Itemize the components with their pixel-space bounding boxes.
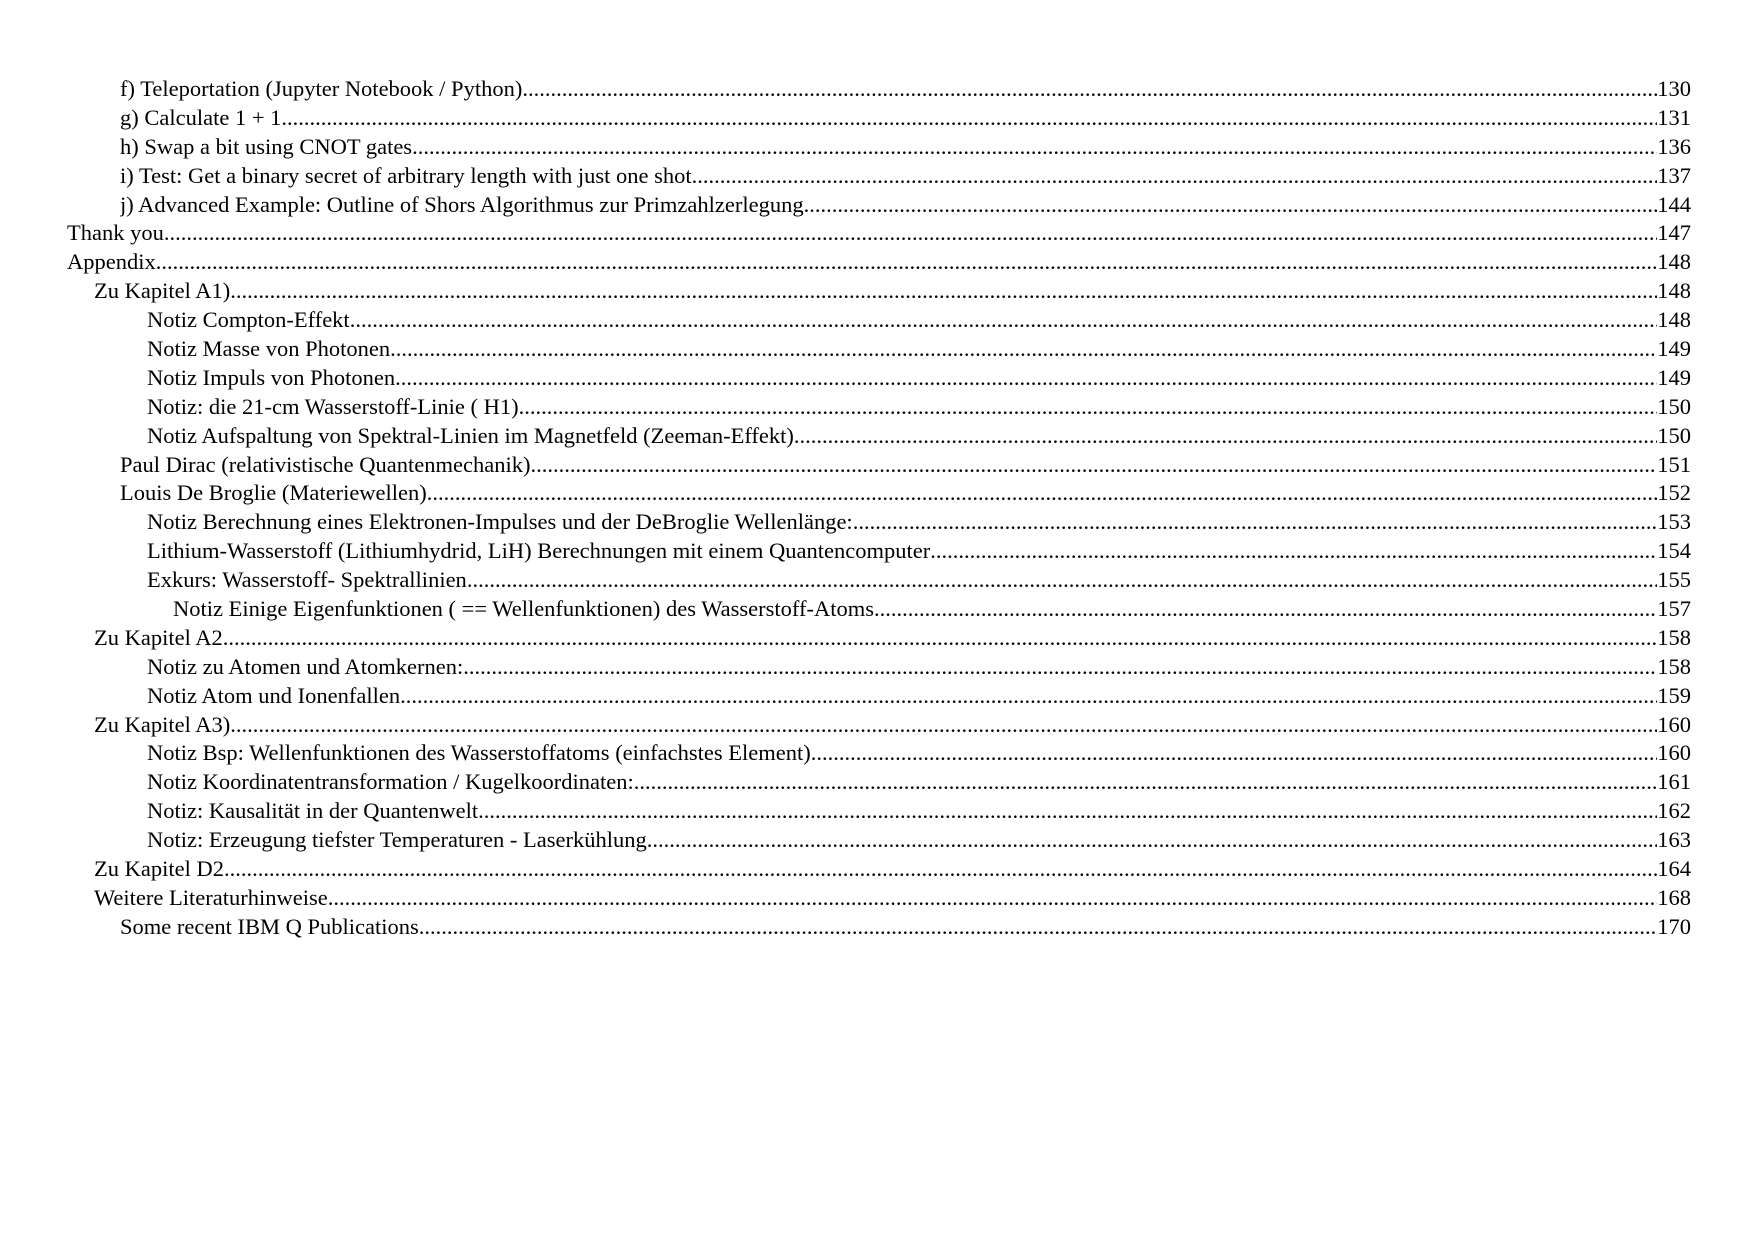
toc-row	[0, 306, 1754, 335]
toc-entry-title: Notiz: Erzeugung tiefster Temperaturen - Laserkühlung	[147, 827, 647, 853]
toc-page-number: 159	[1657, 682, 1691, 708]
toc-entry-title: Notiz zu Atomen und Atomkernen:	[147, 653, 464, 679]
toc-entry-title: Zu Kapitel A1)	[94, 278, 231, 304]
toc-dot-leader	[794, 422, 1657, 451]
toc-dot-leader	[328, 884, 1658, 913]
toc-entry-link[interactable]	[120, 104, 1691, 133]
toc-dot-leader	[223, 624, 1658, 653]
toc-row	[0, 219, 1754, 248]
toc-row	[0, 739, 1754, 768]
toc-row	[0, 133, 1754, 162]
toc-page-number: 148	[1657, 307, 1691, 333]
toc-entry-title: f) Teleportation (Jupyter Notebook / Python)	[120, 76, 523, 101]
toc-entry-link[interactable]	[147, 826, 1691, 855]
toc-dot-leader	[427, 479, 1657, 508]
toc-entry-title: Notiz Einige Eigenfunktionen ( == Wellenfunktionen) des Wasserstoff-Atoms	[173, 596, 874, 622]
toc-row	[0, 277, 1754, 306]
toc-page-number: 158	[1657, 653, 1691, 679]
toc-entry-link[interactable]	[147, 682, 1691, 711]
toc-dot-leader	[692, 162, 1658, 191]
toc-entry-link[interactable]	[147, 653, 1691, 682]
toc-page-number: 144	[1657, 191, 1691, 217]
toc-page-number: 164	[1657, 856, 1691, 882]
toc-dot-leader	[647, 826, 1658, 855]
toc-dot-leader	[350, 306, 1658, 335]
toc-page-number: 131	[1657, 104, 1691, 130]
toc-page-number: 148	[1657, 249, 1691, 275]
toc-entry-link[interactable]	[147, 537, 1691, 566]
toc-page-number: 170	[1657, 913, 1691, 939]
table-of-contents	[0, 75, 1754, 942]
toc-dot-leader	[395, 364, 1657, 393]
toc-page-number: 155	[1657, 567, 1691, 593]
toc-entry-title: Some recent IBM Q Publications	[120, 913, 419, 939]
toc-page-number: 160	[1657, 740, 1691, 766]
toc-page-number: 149	[1657, 336, 1691, 362]
toc-entry-link[interactable]	[147, 508, 1691, 537]
toc-entry-link[interactable]	[120, 133, 1691, 162]
toc-page-number: 153	[1657, 509, 1691, 535]
toc-page-number: 152	[1657, 480, 1691, 506]
toc-entry-title: Lithium-Wasserstoff (Lithiumhydrid, LiH) Berechnungen mit einem Quantencomputer	[147, 538, 931, 564]
toc-entry-link[interactable]	[147, 335, 1691, 364]
toc-entry-title: Notiz Compton-Effekt	[147, 307, 350, 333]
toc-dot-leader	[156, 248, 1658, 277]
toc-entry-link[interactable]	[147, 768, 1691, 797]
toc-row	[0, 162, 1754, 191]
toc-entry-link[interactable]	[147, 566, 1691, 595]
toc-row	[0, 855, 1754, 884]
toc-entry-link[interactable]	[147, 422, 1691, 451]
toc-entry-title: Zu Kapitel A2	[94, 624, 223, 650]
toc-dot-leader	[400, 682, 1657, 711]
toc-entry-link[interactable]	[94, 884, 1691, 913]
toc-entry-title: i) Test: Get a binary secret of arbitrary length with just one shot	[120, 162, 692, 188]
toc-page-number: 163	[1657, 827, 1691, 853]
toc-dot-leader	[412, 133, 1657, 162]
toc-entry-link[interactable]	[147, 797, 1691, 826]
toc-entry-title: Thank you	[67, 220, 164, 246]
toc-page-number: 149	[1657, 364, 1691, 390]
toc-row	[0, 451, 1754, 480]
toc-page-number: 148	[1657, 278, 1691, 304]
toc-row	[0, 537, 1754, 566]
toc-row	[0, 422, 1754, 451]
toc-entry-title: Louis De Broglie (Materiewellen)	[120, 480, 427, 506]
toc-page-number: 160	[1657, 711, 1691, 737]
toc-dot-leader	[230, 277, 1657, 306]
toc-entry-link[interactable]	[173, 595, 1691, 624]
toc-row	[0, 595, 1754, 624]
toc-entry-title: h) Swap a bit using CNOT gates	[120, 133, 413, 159]
toc-dot-leader	[463, 653, 1657, 682]
toc-entry-title: Notiz Aufspaltung von Spektral-Linien im Magnetfeld (Zeeman-Effekt)	[147, 422, 794, 448]
toc-entry-link[interactable]	[120, 451, 1691, 480]
toc-entry-link[interactable]	[120, 913, 1691, 942]
toc-entry-link[interactable]	[120, 75, 1691, 104]
toc-dot-leader	[281, 104, 1657, 133]
toc-entry-title: Notiz: Kausalität in der Quantenwelt	[147, 798, 479, 824]
toc-row	[0, 335, 1754, 364]
toc-page-number: 157	[1657, 596, 1691, 622]
toc-entry-title: Exkurs: Wasserstoff- Spektrallinien	[147, 567, 467, 593]
toc-row	[0, 768, 1754, 797]
toc-dot-leader	[930, 537, 1657, 566]
toc-entry-link[interactable]	[94, 711, 1691, 740]
toc-entry-title: Zu Kapitel D2	[94, 856, 224, 882]
toc-entry-title: Weitere Literaturhinweise	[94, 884, 328, 910]
toc-entry-title: Notiz Atom und Ionenfallen	[147, 682, 401, 708]
toc-dot-leader	[164, 219, 1657, 248]
toc-dot-leader	[390, 335, 1657, 364]
toc-page-number: 154	[1657, 538, 1691, 564]
toc-page-number: 147	[1657, 220, 1691, 246]
toc-entry-link[interactable]	[120, 479, 1691, 508]
toc-entry-link[interactable]	[120, 162, 1691, 191]
toc-entry-title: Notiz Impuls von Photonen	[147, 364, 396, 390]
toc-row	[0, 191, 1754, 220]
toc-row	[0, 508, 1754, 537]
toc-row	[0, 711, 1754, 740]
toc-row	[0, 624, 1754, 653]
toc-dot-leader	[853, 508, 1658, 537]
toc-entry-title: j) Advanced Example: Outline of Shors Algorithmus zur Primzahlzerlegung	[120, 191, 804, 217]
toc-entry-title: g) Calculate 1 + 1	[120, 104, 282, 130]
toc-entry-link[interactable]	[94, 277, 1691, 306]
toc-page-number: 161	[1657, 769, 1691, 795]
toc-dot-leader	[530, 451, 1657, 480]
toc-dot-leader	[478, 797, 1657, 826]
toc-entry-title: Notiz: die 21-cm Wasserstoff-Linie ( H1)	[147, 393, 519, 419]
toc-row	[0, 75, 1754, 104]
toc-entry-title: Appendix	[67, 249, 156, 275]
toc-dot-leader	[519, 393, 1658, 422]
toc-dot-leader	[874, 595, 1657, 624]
toc-page-number: 162	[1657, 798, 1691, 824]
toc-dot-leader	[634, 768, 1658, 797]
toc-dot-leader	[467, 566, 1657, 595]
toc-entry-link[interactable]	[147, 739, 1691, 768]
toc-entry-title: Notiz Masse von Photonen	[147, 336, 391, 362]
toc-page-number: 137	[1657, 162, 1691, 188]
toc-entry-link[interactable]	[67, 248, 1691, 277]
toc-entry-title: Notiz Berechnung eines Elektronen-Impulses und der DeBroglie Wellenlänge:	[147, 509, 853, 535]
toc-entry-title: Zu Kapitel A3)	[94, 711, 231, 737]
toc-entry-link[interactable]	[147, 364, 1691, 393]
toc-entry-link[interactable]	[147, 393, 1691, 422]
toc-entry-title: Notiz Bsp: Wellenfunktionen des Wasserstoffatoms (einfachstes Element)	[147, 740, 811, 766]
toc-row	[0, 913, 1754, 942]
toc-entry-title: Paul Dirac (relativistische Quantenmechanik)	[120, 451, 531, 477]
toc-page-number: 150	[1657, 422, 1691, 448]
toc-dot-leader	[522, 75, 1657, 104]
toc-page-number: 151	[1657, 451, 1691, 477]
toc-row	[0, 248, 1754, 277]
toc-page-number: 136	[1657, 133, 1691, 159]
toc-row	[0, 393, 1754, 422]
toc-entry-link[interactable]	[120, 191, 1691, 220]
toc-row	[0, 826, 1754, 855]
toc-dot-leader	[419, 913, 1658, 942]
toc-dot-leader	[224, 855, 1657, 884]
toc-entry-link[interactable]	[147, 306, 1691, 335]
toc-row	[0, 797, 1754, 826]
toc-row	[0, 884, 1754, 913]
toc-row	[0, 479, 1754, 508]
toc-row	[0, 566, 1754, 595]
toc-page-number: 150	[1657, 393, 1691, 419]
toc-entry-link[interactable]	[94, 624, 1691, 653]
toc-row	[0, 682, 1754, 711]
toc-entry-title: Notiz Koordinatentransformation / Kugelkoordinaten:	[147, 769, 634, 795]
toc-page-number: 130	[1657, 76, 1691, 101]
toc-entry-link[interactable]	[94, 855, 1691, 884]
toc-row	[0, 364, 1754, 393]
toc-row	[0, 653, 1754, 682]
toc-row	[0, 104, 1754, 133]
toc-dot-leader	[230, 711, 1657, 740]
toc-dot-leader	[804, 191, 1658, 220]
toc-page-number: 168	[1657, 884, 1691, 910]
toc-entry-link[interactable]	[67, 219, 1691, 248]
toc-dot-leader	[811, 739, 1658, 768]
toc-page-number: 158	[1657, 624, 1691, 650]
